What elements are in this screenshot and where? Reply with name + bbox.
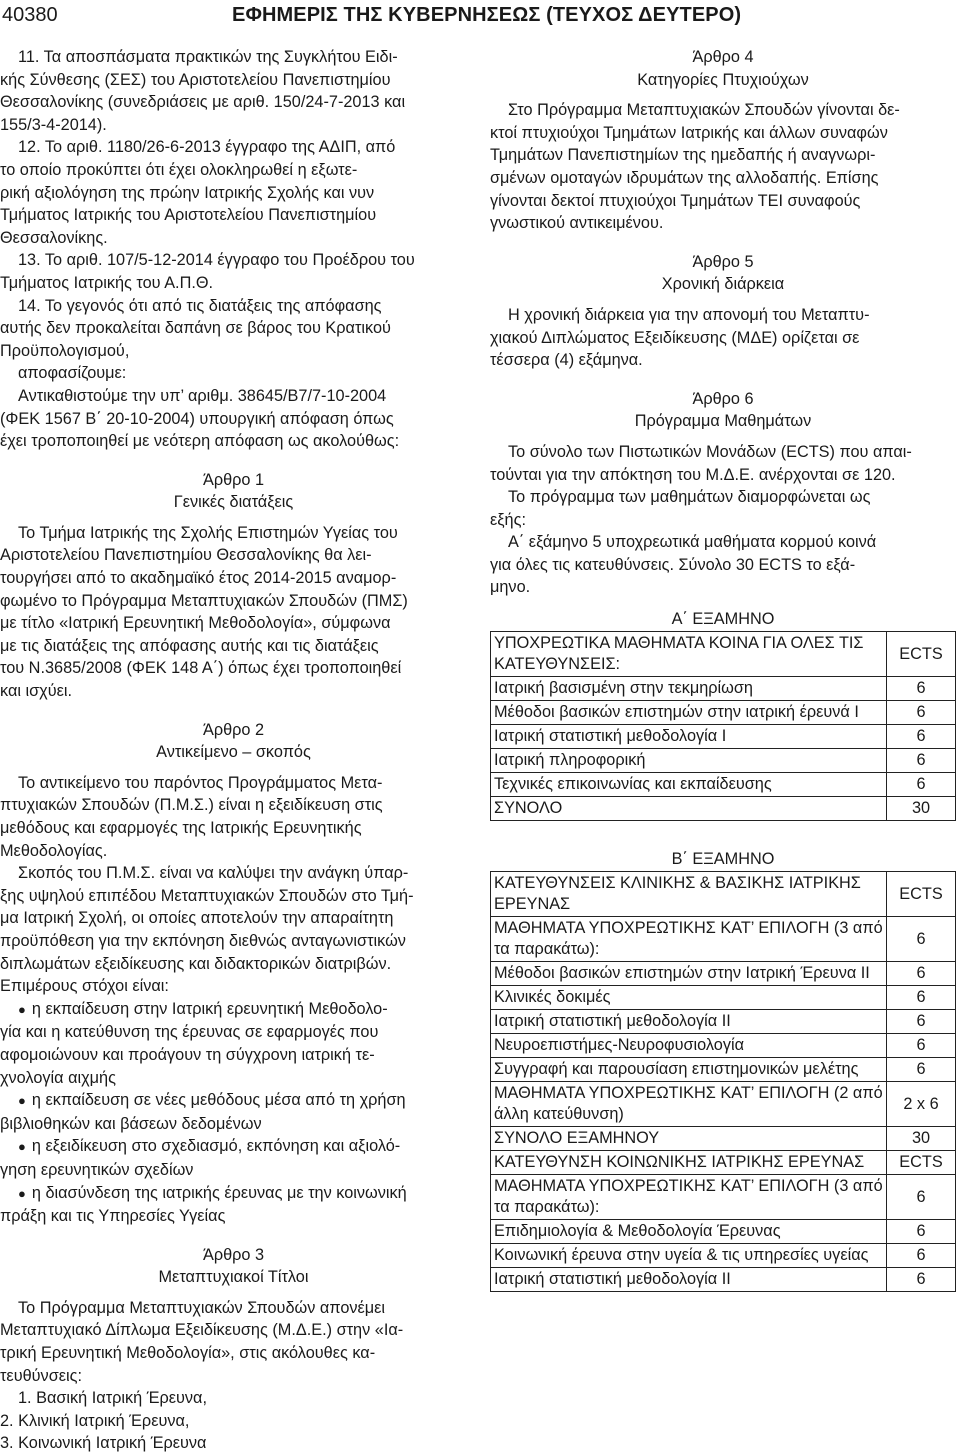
article-5-subtitle: Χρονική διάρκεια	[661, 275, 785, 294]
text-line: μεθόδους και εφαρμογές της Ιατρικής Ερευνητικής	[0, 819, 362, 837]
article-3-body	[0, 1297, 467, 1387]
text-line: 155/3-4-2014).	[0, 115, 107, 134]
text-line: βιβλιοθηκών και βάσεων δεδομένων	[0, 1114, 262, 1133]
text-line: ● η εκπαίδευση σε νέες μεθόδους μέσα από τη χρήση	[0, 1089, 467, 1113]
text-line: 3. Κοινωνική Ιατρική Έρευνα	[0, 1434, 207, 1453]
text-line: γηση ερευνητικών σχεδίων	[0, 1160, 194, 1179]
aim-bullet-1	[0, 998, 467, 1089]
table-row	[491, 1082, 956, 1127]
aim-bullet-2	[0, 1089, 467, 1135]
course-ects: 6	[887, 1010, 956, 1034]
table-row	[491, 1034, 956, 1058]
right-column	[490, 46, 956, 1292]
journal-title: ΕΦΗΜΕΡΙΣ ΤΗΣ ΚΥΒΕΡΝΗΣΕΩΣ (ΤΕΥΧΟΣ ΔΕΥΤΕΡΟ)	[232, 4, 742, 26]
text-line: Σκοπός του Π.Μ.Σ. είναι να καλύψει την ανάγκη ύπαρ-	[18, 864, 409, 883]
text-line: χνολογία αιχμής	[0, 1068, 116, 1087]
course-ects: ECTS	[887, 1151, 956, 1175]
article-6-title: Άρθρο 6	[692, 389, 754, 408]
text-line: Η χρονική διάρκεια για την απονομή του Μεταπτυ-	[508, 305, 870, 324]
table-row	[491, 986, 956, 1010]
page-header	[0, 0, 960, 34]
text-line: ● η εξειδίκευση στο σχεδιασμό, εκπόνηση και αξιολό-	[0, 1135, 467, 1159]
text-line: ρική αξιολόγηση της πρώην Ιατρικής Σχολής και νυν	[0, 183, 375, 202]
text-line: σμένων ομοταγών ιδρυμάτων της αλλοδαπής. Επίσης	[490, 168, 879, 187]
course-name: Επιδημιολογία & Μεθοδολογία Έρευνας	[491, 1220, 887, 1244]
article-4-title: Άρθρο 4	[692, 48, 754, 66]
text-line: γίνονται δεκτοί πτυχιούχοι Τμημάτων ΤΕΙ συναφούς	[490, 191, 861, 210]
text-line: 2. Κλινική Ιατρική Έρευνα,	[0, 1411, 190, 1430]
semester-b-title: Β΄ ΕΞΑΜΗΝΟ	[671, 850, 775, 869]
table-row	[491, 1244, 956, 1268]
text-line: Θεσσαλονίκης (συνεδριάσεις με αριθ. 150/24-7-2013 και	[0, 93, 406, 112]
course-ects: 6	[887, 677, 956, 701]
course-ects: 6	[887, 1175, 956, 1220]
recital-12	[0, 136, 467, 249]
text-line: γία και η κατεύθυνση της έρευνας σε εφαρμογές που	[0, 1023, 379, 1042]
degree-directions-list	[0, 1387, 467, 1455]
text-line: (ΦΕΚ 1567 Β΄ 20-10-2004) υπουργική απόφαση όπως	[0, 409, 394, 428]
article-1-body	[0, 522, 467, 703]
table-row	[491, 701, 956, 725]
course-ects: 6	[887, 1220, 956, 1244]
article-4-body	[490, 99, 956, 235]
text-line: Α΄ εξάμηνο 5 υποχρεωτικά μαθήματα κορμού κοινά	[508, 533, 877, 552]
course-name: ΣΥΝΟΛΟ	[491, 797, 887, 821]
text-line: 11. Τα αποσπάσματα πρακτικών της Συγκλήτου Ειδι-	[18, 48, 398, 66]
text-line: 14. Το γεγονός ότι από τις διατάξεις της απόφασης	[18, 296, 382, 315]
text-line: 13. Το αριθ. 107/5-12-2014 έγγραφο του Προέδρου του	[18, 251, 415, 270]
course-ects: 2 x 6	[887, 1082, 956, 1127]
text-line: χιακού Διπλώματος Εξειδίκευσης (ΜΔΕ) ορίζεται σε	[490, 328, 860, 347]
text-line: εξής:	[490, 510, 526, 529]
article-3-title: Άρθρο 3	[202, 1245, 265, 1264]
article-2-subtitle: Αντικείμενο – σκοπός	[156, 743, 311, 762]
article-6-subtitle: Πρόγραμμα Μαθημάτων	[634, 412, 812, 431]
course-name: ΚΑΤΕΥΘΥΝΣΗ ΚΟΙΝΩΝΙΚΗΣ ΙΑΤΡΙΚΗΣ ΕΡΕΥΝΑΣ	[491, 1151, 887, 1175]
course-ects: 30	[887, 797, 956, 821]
text-line: Αντικαθιστούμε την υπ’ αριθμ. 38645/Β7/7-10-2004	[18, 386, 387, 405]
text-line: γνωστικού αντικειμένου.	[490, 214, 664, 233]
text-line: μηνο.	[490, 578, 531, 597]
article-6-program	[490, 486, 956, 531]
text-line: Τμήματος Ιατρικής του Αριστοτελείου Πανεπιστημίου	[0, 206, 377, 225]
text-line: ξης υψηλού επιπέδου Μεταπτυχιακών Σπουδών στο Τμή-	[0, 886, 414, 905]
article-6-semester-a-note	[490, 531, 956, 599]
course-name: Ιατρική στατιστική μεθοδολογία ΙΙ	[491, 1010, 887, 1034]
text-line: πράξη και τις Υπηρεσίες Υγείας	[0, 1207, 226, 1226]
aim-bullet-3	[0, 1135, 467, 1181]
text-line: Το σύνολο των Πιστωτικών Μονάδων (ECTS) που απαι-	[508, 442, 912, 461]
table-row	[491, 1175, 956, 1220]
text-line: 1. Βασική Ιατρική Έρευνα,	[18, 1389, 207, 1408]
text-line: φωμένο το Πρόγραμμα Μεταπτυχιακών Σπουδών (ΠΜΣ)	[0, 591, 408, 610]
text-line: διπλωμάτων εξειδίκευσης και διδακτορικών διατριβών.	[0, 954, 392, 973]
text-line: το οποίο προκύπτει ότι έχει ολοκληρωθεί η εξωτε-	[0, 160, 358, 179]
article-4-subtitle: Κατηγορίες Πτυχιούχων	[637, 70, 809, 89]
text-line: για όλες τις κατευθύνσεις. Σύνολο 30 ECTS το εξά-	[490, 555, 856, 574]
article-1-title: Άρθρο 1	[202, 470, 265, 489]
text-line: τευθύνσεις:	[0, 1366, 82, 1385]
text-line: προϋπόθεση για την εκπόνηση διεθνώς ανταγωνιστικών	[0, 931, 406, 950]
text-line: αυτής δεν προκαλείται δαπάνη σε βάρος του Κρατικού	[0, 319, 391, 338]
course-name: Τεχνικές επικοινωνίας και εκπαίδευσης	[491, 773, 887, 797]
table-row	[491, 872, 956, 917]
course-name: ΜΑΘΗΜΑΤΑ ΥΠΟΧΡΕΩΤΙΚΗΣ ΚΑΤ’ ΕΠΙΛΟΓΗ (3 από τα παρακάτω):	[491, 917, 887, 962]
course-name: Ιατρική στατιστική μεθοδολογία ΙΙ	[491, 1268, 887, 1292]
text-line: Το πρόγραμμα των μαθημάτων διαμορφώνεται ως	[508, 488, 871, 507]
left-column	[0, 46, 467, 1455]
table-row	[491, 1268, 956, 1292]
course-name: ΣΥΝΟΛΟ ΕΞΑΜΗΝΟΥ	[491, 1127, 887, 1151]
course-ects: 6	[887, 1034, 956, 1058]
text-line: τέσσερα (4) εξάμηνα.	[490, 351, 643, 370]
text-line: Τμημάτων Πανεπιστημίων της ημεδαπής ή αναγνωρι-	[490, 146, 876, 165]
text-line: αφομοιώνουν και προάγουν τη σύγχρονη ιατρική τε-	[0, 1045, 375, 1064]
text-line: τρική Ερευνητική Μεθοδολογία», στις ακόλουθες κα-	[0, 1344, 376, 1363]
text-line: 12. Το αριθ. 1180/26-6-2013 έγγραφο της ΑΔΙΠ, από	[18, 138, 396, 157]
text-line: Μεταπτυχιακό Δίπλωμα Εξειδίκευσης (Μ.Δ.Ε.) στην «Ια-	[0, 1321, 404, 1340]
text-line: Αριστοτελείου Πανεπιστημίου Θεσσαλονίκης θα λει-	[0, 546, 372, 565]
semester-a-title: Α΄ ΕΞΑΜΗΝΟ	[671, 610, 775, 629]
text-line: με τις διατάξεις της απόφασης αυτής και τις διατάξεις	[0, 636, 379, 655]
course-name: Ιατρική στατιστική μεθοδολογία Ι	[491, 725, 887, 749]
table-row	[491, 1127, 956, 1151]
text-line: πτυχιακών Σπουδών (Π.Μ.Σ.) είναι η εξειδίκευση στις	[0, 796, 383, 815]
text-line: Μεθοδολογίας.	[0, 841, 108, 860]
page-number: 40380	[2, 4, 58, 26]
text-line: Το Πρόγραμμα Μεταπτυχιακών Σπουδών απονέμει	[18, 1298, 386, 1317]
table-row	[491, 1058, 956, 1082]
course-name: Ιατρική βασισμένη στην τεκμηρίωση	[491, 677, 887, 701]
text-line: έχει τροποποιηθεί με νεότερη απόφαση ως ακολούθως:	[0, 432, 400, 451]
recital-13	[0, 249, 467, 294]
course-name: ΜΑΘΗΜΑΤΑ ΥΠΟΧΡΕΩΤΙΚΗΣ ΚΑΤ’ ΕΠΙΛΟΓΗ (2 από άλλη κατεύθυνση)	[491, 1082, 887, 1127]
text-line: κής Σύνθεσης (ΣΕΣ) του Αριστοτελείου Πανεπιστημίου	[0, 70, 391, 89]
text-line: ● η διασύνδεση της ιατρικής έρευνας με την κοινωνική	[0, 1182, 467, 1206]
article-6-body	[490, 441, 956, 486]
table-row	[491, 962, 956, 986]
course-name: Κοινωνική έρευνα στην υγεία & τις υπηρεσίες υγείας	[491, 1244, 887, 1268]
recital-11	[0, 46, 467, 136]
article-2-title: Άρθρο 2	[202, 720, 265, 739]
text-line: μα Ιατρική Σχολή, οι οποίες αποτελούν την απαραίτητη	[0, 909, 394, 928]
text-line: του Ν.3685/2008 (ΦΕΚ 148 Α΄) όπως έχει τροποποιηθεί	[0, 659, 402, 678]
article-1-subtitle: Γενικές διατάξεις	[173, 493, 294, 512]
text-line: Θεσσαλονίκης.	[0, 228, 108, 247]
recital-14	[0, 295, 467, 363]
table-row	[491, 677, 956, 701]
course-name: ΥΠΟΧΡΕΩΤΙΚΑ ΜΑΘΗΜΑΤΑ ΚΟΙΝΑ ΓΙΑ ΟΛΕΣ ΤΙΣ ΚΑΤΕΥΘΥΝΣΕΙΣ:	[491, 632, 887, 677]
course-name: Κλινικές δοκιμές	[491, 986, 887, 1010]
text-line: με τίτλο «Ιατρική Ερευνητική Μεθοδολογία», σύμφωνα	[0, 614, 391, 633]
aim-bullet-4	[0, 1182, 467, 1228]
course-ects: 6	[887, 917, 956, 962]
decision-word: αποφασίζουμε:	[18, 364, 127, 383]
aims-label: Επιμέρους στόχοι είναι:	[0, 977, 169, 996]
course-name: ΚΑΤΕΥΘΥΝΣΕΙΣ ΚΛΙΝΙΚΗΣ & ΒΑΣΙΚΗΣ ΙΑΤΡΙΚΗΣ ΕΡΕΥΝΑΣ	[491, 872, 887, 917]
course-ects: 30	[887, 1127, 956, 1151]
text-line: και ισχύει.	[0, 682, 73, 701]
text-line: Το αντικείμενο του παρόντος Προγράμματος Μετα-	[18, 773, 383, 792]
table-row	[491, 1151, 956, 1175]
course-ects: 6	[887, 1244, 956, 1268]
article-5-body	[490, 304, 956, 372]
table-row	[491, 725, 956, 749]
course-ects: 6	[887, 962, 956, 986]
course-name: Ιατρική πληροφορική	[491, 749, 887, 773]
text-line: τουργήσει από το ακαδημαϊκό έτος 2014-2015 αναμορ-	[0, 569, 397, 588]
table-row	[491, 917, 956, 962]
semester-a-table	[490, 631, 956, 821]
table-row	[491, 1220, 956, 1244]
course-ects: 6	[887, 986, 956, 1010]
article-2-body	[0, 772, 467, 862]
course-ects: 6	[887, 701, 956, 725]
text-line: ● η εκπαίδευση στην Ιατρική ερευνητική Μεθοδολο-	[0, 998, 467, 1022]
table-row	[491, 1010, 956, 1034]
course-name: Νευροεπιστήμες-Νευροφυσιολογία	[491, 1034, 887, 1058]
course-ects: 6	[887, 1058, 956, 1082]
course-name: Μέθοδοι βασικών επιστημών στην ιατρική έρευνά Ι	[491, 701, 887, 725]
article-3-subtitle: Μεταπτυχιακοί Τίτλοι	[158, 1268, 309, 1287]
text-line: κτοί πτυχιούχοι Τμημάτων Ιατρικής και άλλων συναφών	[490, 123, 888, 142]
article-5-title: Άρθρο 5	[692, 252, 754, 271]
text-line: τούνται για την απόκτηση του Μ.Δ.Ε. ανέρχονται σε 120.	[490, 465, 896, 484]
article-2-purpose	[0, 862, 467, 975]
course-ects: 6	[887, 1268, 956, 1292]
table-row	[491, 632, 956, 677]
text-line: Το Τμήμα Ιατρικής της Σχολής Επιστημών Υγείας του	[18, 523, 398, 542]
text-line: Τμήματος Ιατρικής του Α.Π.Θ.	[0, 273, 214, 292]
table-row	[491, 749, 956, 773]
course-name: Συγγραφή και παρουσίαση επιστημονικών μελέτης	[491, 1058, 887, 1082]
course-ects: ECTS	[887, 872, 956, 917]
table-row	[491, 797, 956, 821]
course-ects: 6	[887, 749, 956, 773]
course-name: ΜΑΘΗΜΑΤΑ ΥΠΟΧΡΕΩΤΙΚΗΣ ΚΑΤ’ ΕΠΙΛΟΓΗ (3 από τα παρακάτω):	[491, 1175, 887, 1220]
course-ects: ECTS	[887, 632, 956, 677]
text-line: Στο Πρόγραμμα Μεταπτυχιακών Σπουδών γίνονται δε-	[508, 101, 900, 120]
course-ects: 6	[887, 773, 956, 797]
course-ects: 6	[887, 725, 956, 749]
text-line: Προϋπολογισμού,	[0, 341, 130, 360]
table-row	[491, 773, 956, 797]
replacement-paragraph	[0, 385, 467, 453]
course-name: Μέθοδοι βασικών επιστημών στην Ιατρική Έρευνα ΙΙ	[491, 962, 887, 986]
semester-b-table	[490, 871, 956, 1292]
